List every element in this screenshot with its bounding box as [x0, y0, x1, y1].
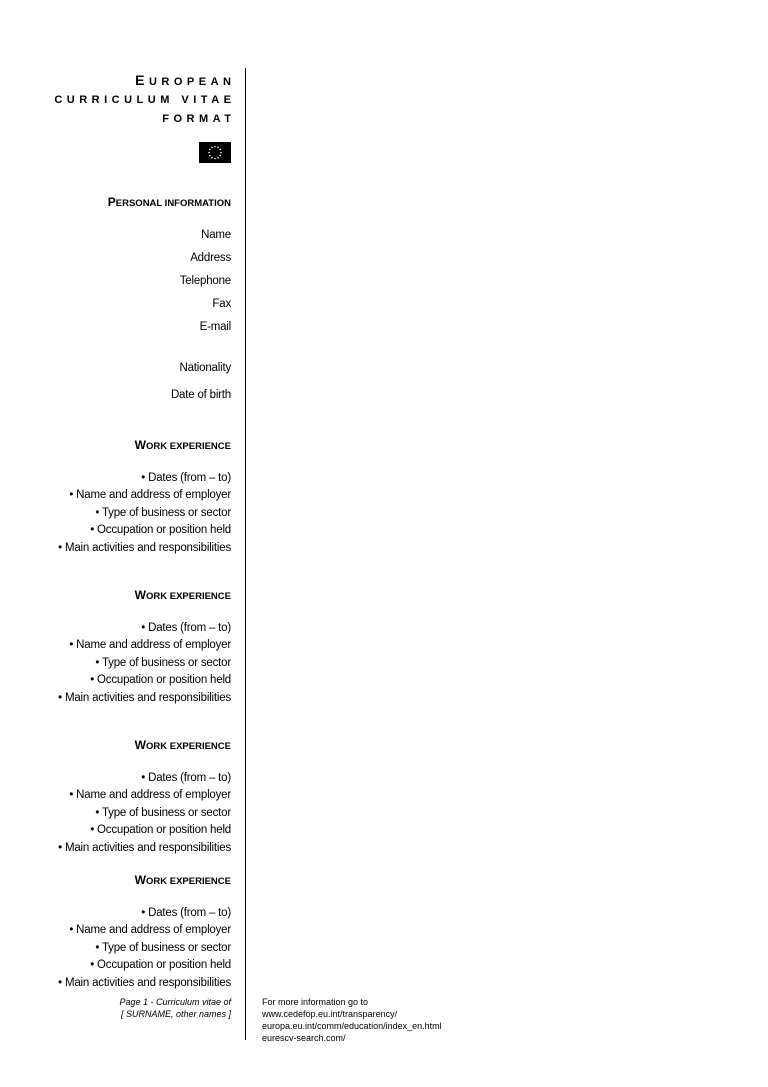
- label-business-type: • Type of business or sector: [95, 507, 231, 519]
- label-activities: • Main activities and responsibilities: [58, 977, 231, 989]
- flag-star: [219, 149, 221, 151]
- eu-flag-icon: [199, 142, 231, 163]
- footer-page-line: Page 1 - Curriculum vitae of: [119, 997, 231, 1007]
- footer-link-eurescv[interactable]: eurescv-search.com/: [262, 1033, 346, 1043]
- label-date-of-birth: Date of birth: [170, 389, 231, 401]
- flag-star: [217, 147, 219, 149]
- footer-link-cedefop[interactable]: www.cedefop.eu.int/transparency/: [262, 1009, 398, 1019]
- label-name: Name: [201, 229, 231, 241]
- footer-links: [262, 996, 442, 1044]
- title-rest: UROPEAN: [148, 76, 236, 88]
- label-business-type: • Type of business or sector: [95, 657, 231, 669]
- flag-star: [214, 158, 216, 160]
- title-line-1: [135, 72, 235, 88]
- flag-star: [211, 147, 213, 149]
- label-position: • Occupation or position held: [90, 674, 231, 686]
- section-work-experience: WORK EXPERIENCE: [134, 738, 231, 752]
- title-initial: E: [135, 72, 149, 88]
- flag-star: [217, 157, 219, 159]
- column-divider: [245, 68, 246, 1040]
- footer-name-line: [ SURNAME, other names ]: [120, 1009, 231, 1019]
- label-position: • Occupation or position held: [90, 524, 231, 536]
- label-position: • Occupation or position held: [90, 959, 231, 971]
- label-email: E-mail: [199, 321, 231, 333]
- label-business-type: • Type of business or sector: [95, 942, 231, 954]
- label-dates: • Dates (from – to): [141, 772, 231, 784]
- label-activities: • Main activities and responsibilities: [58, 692, 231, 704]
- label-employer: • Name and address of employer: [69, 489, 231, 501]
- label-business-type: • Type of business or sector: [95, 807, 231, 819]
- section-work-experience: WORK EXPERIENCE: [134, 438, 231, 452]
- section-work-experience: WORK EXPERIENCE: [134, 873, 231, 887]
- footer-info-line: For more information go to: [262, 997, 369, 1007]
- flag-star: [209, 149, 211, 151]
- label-dates: • Dates (from – to): [141, 622, 231, 634]
- flag-star: [219, 155, 221, 157]
- footer-page-info: [119, 996, 231, 1020]
- label-nationality: Nationality: [179, 362, 231, 374]
- label-employer: • Name and address of employer: [69, 924, 231, 936]
- label-activities: • Main activities and responsibilities: [58, 842, 231, 854]
- label-position: • Occupation or position held: [90, 824, 231, 836]
- label-dates: • Dates (from – to): [141, 907, 231, 919]
- flag-star: [220, 152, 222, 154]
- label-dates: • Dates (from – to): [141, 472, 231, 484]
- flag-star: [209, 155, 211, 157]
- label-address: Address: [190, 252, 231, 264]
- title-line-2: CURRICULUM VITAE: [54, 94, 236, 106]
- label-fax: Fax: [212, 298, 231, 310]
- label-employer: • Name and address of employer: [69, 639, 231, 651]
- label-employer: • Name and address of employer: [69, 789, 231, 801]
- section-personal-information: PERSONAL INFORMATION: [107, 195, 231, 209]
- footer-link-europa[interactable]: europa.eu.int/comm/education/index_en.html: [262, 1021, 442, 1031]
- flag-star: [214, 146, 216, 148]
- section-work-experience: WORK EXPERIENCE: [134, 588, 231, 602]
- flag-star: [208, 152, 210, 154]
- label-telephone: Telephone: [179, 275, 231, 287]
- flag-star: [211, 157, 213, 159]
- label-activities: • Main activities and responsibilities: [58, 542, 231, 554]
- title-line-3: FORMAT: [162, 113, 236, 125]
